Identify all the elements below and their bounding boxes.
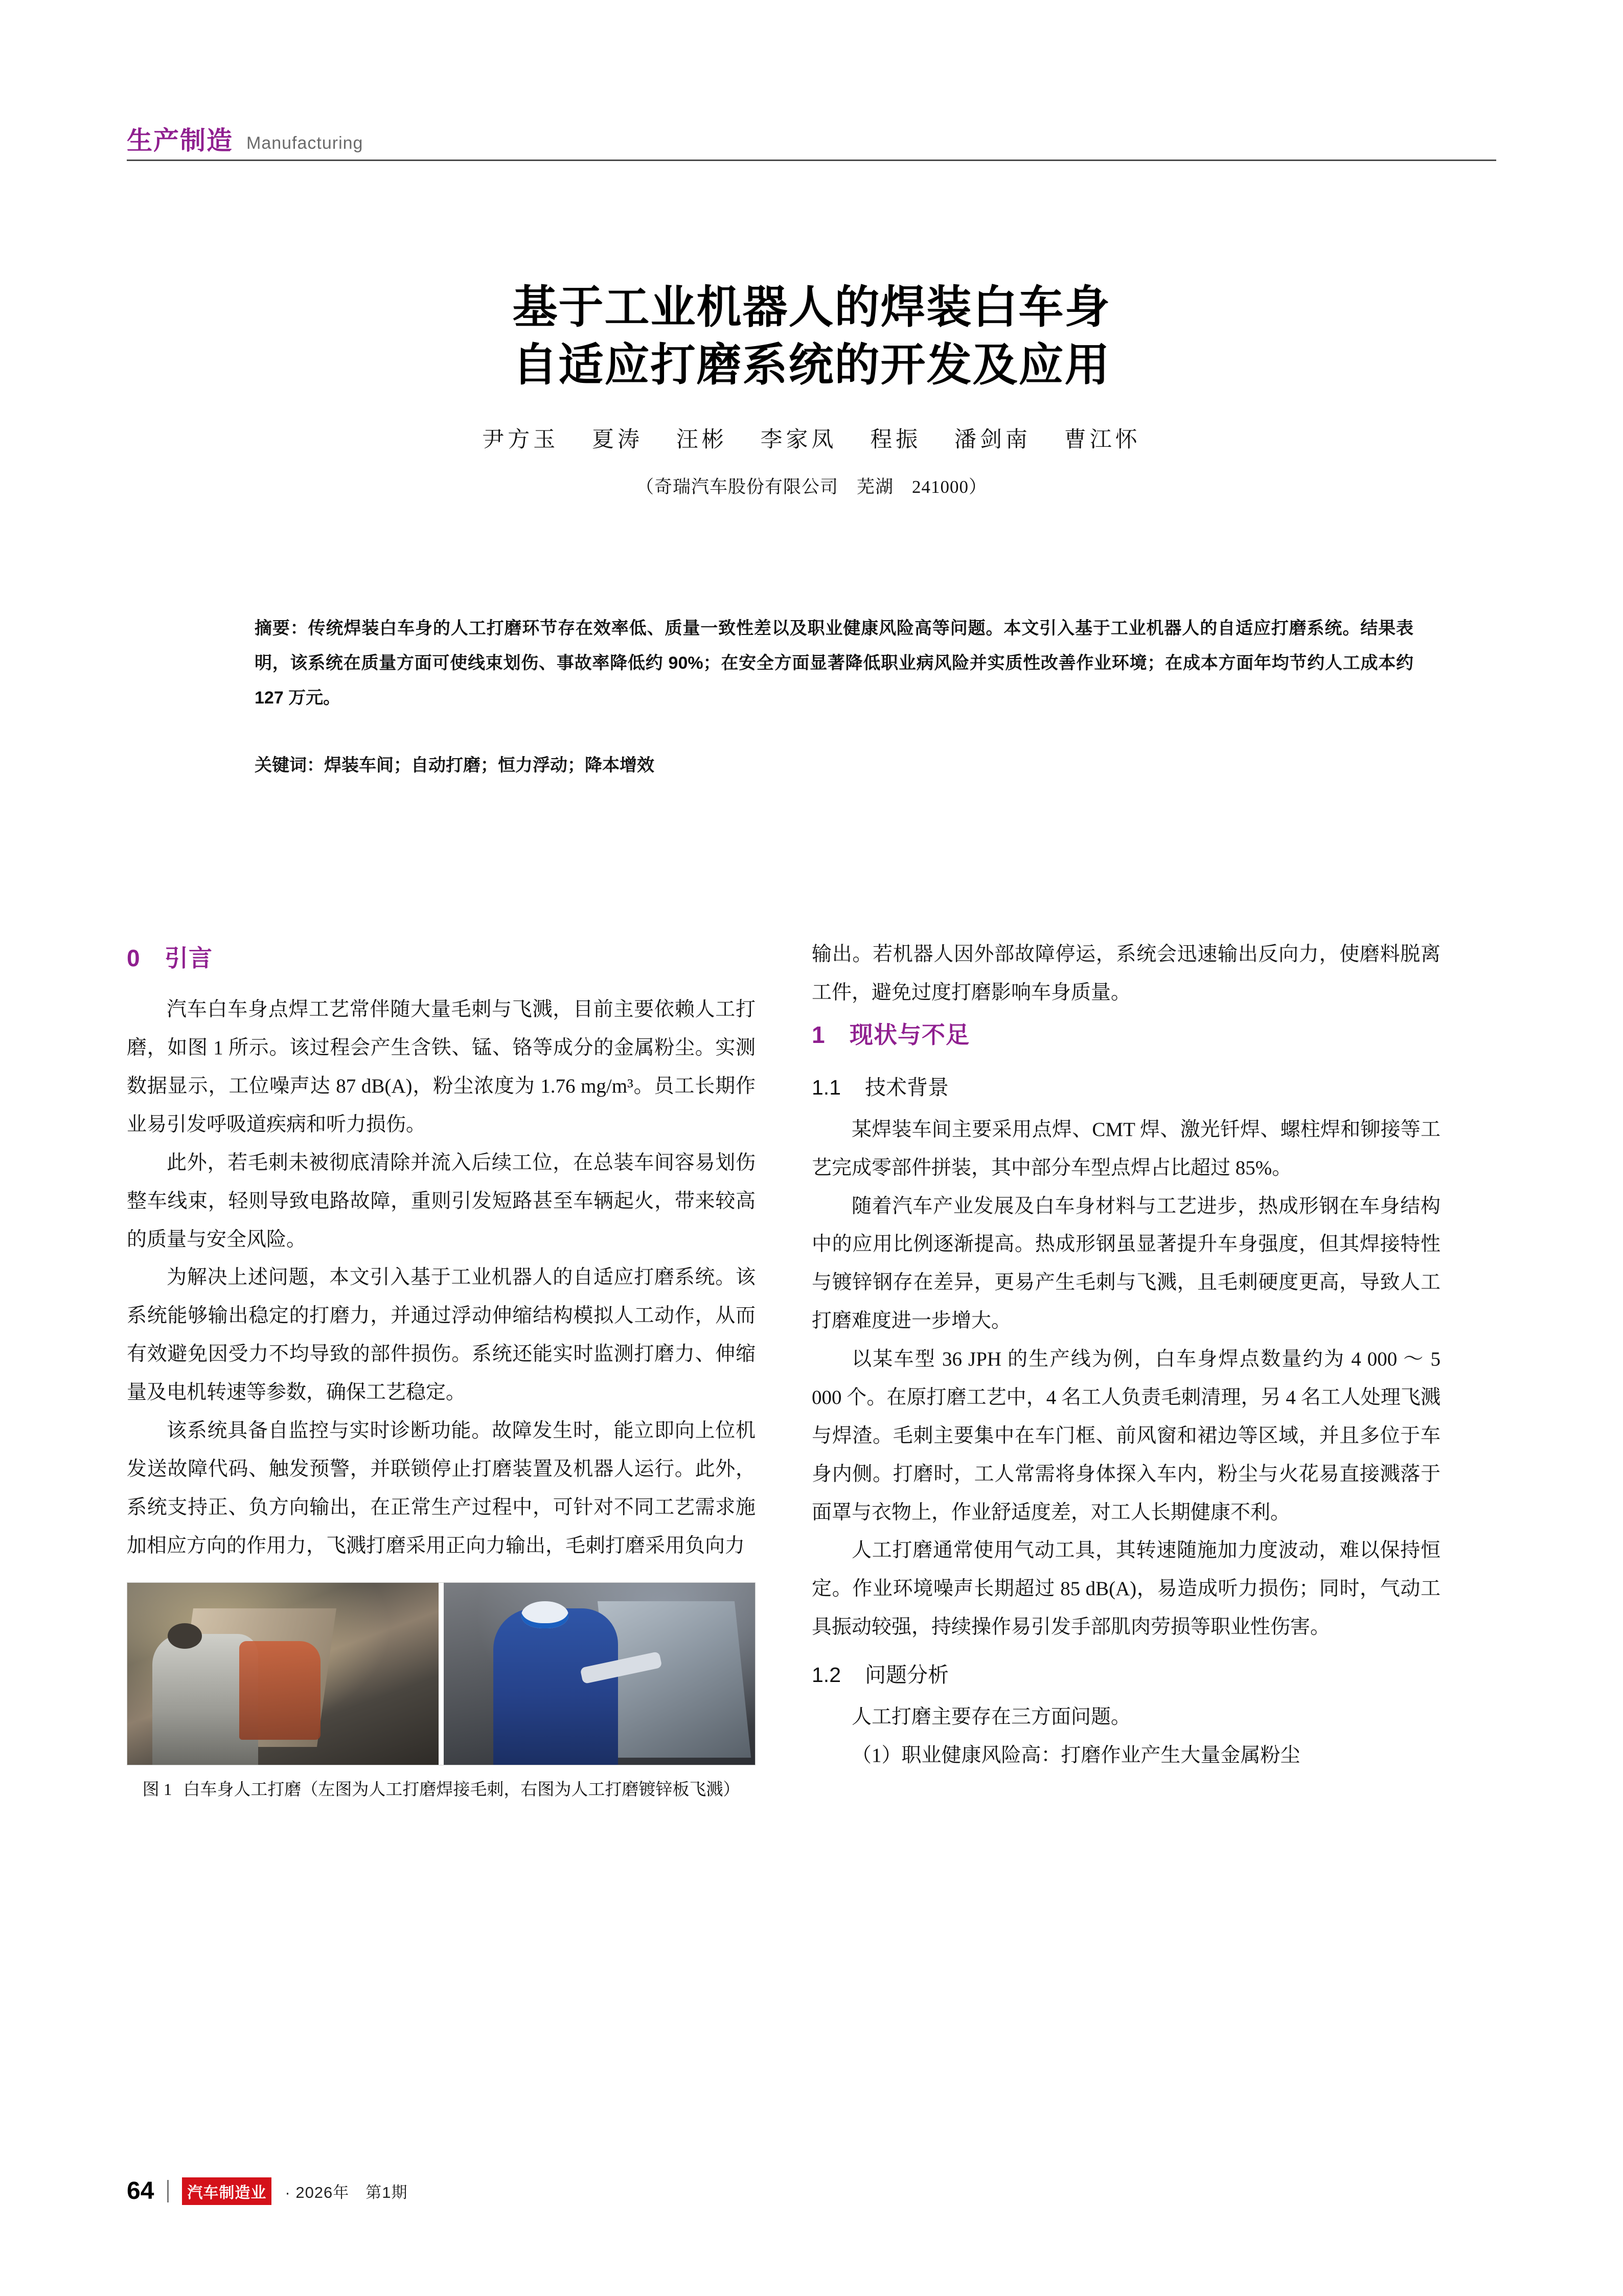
header-divider: [127, 160, 1496, 161]
keywords: [255, 749, 1413, 782]
running-head: [127, 107, 1496, 153]
subsection-title: 问题分析: [865, 1663, 949, 1687]
author-name: 夏涛: [592, 428, 643, 452]
keywords-label: 关键词：: [255, 756, 324, 775]
section-number: 1: [812, 1021, 826, 1048]
author-name: 曹江怀: [1064, 428, 1141, 452]
paragraph: 人工打磨通常使用气动工具，其转速随施加力度波动，难以保持恒定。作业环境噪声长期超过 85 dB(A)，易造成听力损伤；同时，气动工具振动较强，持续操作易引发手部肌肉劳损等职业性伤害。: [812, 1539, 1441, 1639]
figure-1: [127, 1582, 756, 1804]
page-title: [127, 279, 1496, 394]
paragraph: 随着汽车产业发展及白车身材料与工艺进步，热成形钢在车身结构中的应用比例逐渐提高。热成形钢虽显著提升车身强度，但其焊接特性与镀锌钢存在差异，更易产生毛刺与飞溅，且毛刺硬度更高，导致人工打磨难度进一步增大。: [812, 1195, 1441, 1332]
section-title: 现状与不足: [850, 1021, 970, 1048]
subsection-number: 1.2: [812, 1663, 841, 1687]
subsection-heading-1-1: [812, 1067, 1441, 1108]
author-name: 李家凤: [760, 428, 837, 452]
figure-image-left: [127, 1583, 439, 1765]
figure-caption-text: 白车身人工打磨（左图为人工打磨焊接毛刺，右图为人工打磨镀锌板飞溅）: [183, 1781, 740, 1800]
left-column: [127, 936, 756, 2143]
paragraph: 某焊装车间主要采用点焊、CMT 焊、激光钎焊、螺柱焊和铆接等工艺完成零部件拼装，其中部分车型点焊占比超过 85%。: [812, 1118, 1441, 1179]
author-name: 程振: [870, 428, 922, 452]
paragraph: 此外，若毛刺未被彻底清除并流入后续工位，在总装车间容易划伤整车线束，轻则导致电路故障，重则引发短路甚至车辆起火，带来较高的质量与安全风险。: [127, 1151, 756, 1251]
running-head-en: Manufacturing: [246, 133, 363, 153]
title-block: [127, 279, 1496, 498]
keywords-text: 焊装车间；自动打磨；恒力浮动；降本增效: [324, 756, 654, 775]
author-list: [127, 422, 1496, 453]
footer-divider: [167, 2180, 169, 2202]
subsection-title: 技术背景: [865, 1076, 949, 1100]
worker-silhouette: [493, 1608, 618, 1765]
section-title: 引言: [165, 945, 213, 971]
journal-brand: 汽车制造业: [182, 2177, 271, 2205]
figure-label: 图 1: [142, 1781, 172, 1800]
paragraph: 为解决上述问题，本文引入基于工业机器人的自适应打磨系统。该系统能够输出稳定的打磨力，并通过浮动伸缩结构模拟人工动作，从而有效避免因受力不均导致的部件损伤。系统还能实时监测打磨力、伸缩量及电机转速等参数，确保工艺稳定。: [127, 1266, 756, 1404]
section-heading-1: [812, 1012, 1441, 1057]
running-head-cn: 生产制造: [127, 126, 233, 155]
paragraph: （1）职业健康风险高：打磨作业产生大量金属粉尘: [852, 1744, 1300, 1766]
subsection-heading-1-2: [812, 1655, 1441, 1695]
worker-head: [521, 1601, 568, 1628]
paragraph: 输出。若机器人因外部故障停运，系统会迅速输出反向力，使磨料脱离工件，避免过度打磨影响车身质量。: [812, 943, 1441, 1004]
paragraph: 该系统具备自监控与实时诊断功能。故障发生时，能立即向上位机发送故障代码、触发预警，并联锁停止打磨装置及机器人运行。此外，系统支持正、负方向输出，在正常生产过程中，可针对不同工艺需求施加相应方向的作用力，飞溅打磨采用正向力输出，毛刺打磨采用负向力: [127, 1419, 756, 1557]
paragraph: 汽车白车身点焊工艺常伴随大量毛刺与飞溅，目前主要依赖人工打磨，如图 1 所示。该过程会产生含铁、锰、铬等成分的金属粉尘。实测数据显示，工位噪声达 87 dB(A)，粉尘浓度为 1.76 mg/m³。员工长期作业易引发呼吸道疾病和听力损伤。: [127, 998, 756, 1135]
figure-caption: [127, 1777, 756, 1804]
abstract-label: 摘要：: [255, 619, 308, 638]
paragraph: 人工打磨主要存在三方面问题。: [852, 1706, 1131, 1728]
subsection-number: 1.1: [812, 1076, 841, 1100]
abstract-text: 传统焊装白车身的人工打磨环节存在效率低、质量一致性差以及职业健康风险高等问题。本文引入基于工业机器人的自适应打磨系统。结果表明，该系统在质量方面可使线束划伤、事故率降低约 90%；在安全方面显著降低职业病风险并实质性改善作业环境；在成本方面年均节约人工成本约 127 万元。: [255, 619, 1413, 708]
section-heading-0: [127, 936, 756, 981]
paragraph: 以某车型 36 JPH 的生产线为例，白车身焊点数量约为 4 000 ～ 5 000 个。在原打磨工艺中，4 名工人负责毛刺清理，另 4 名工人处理飞溅与焊渣。毛刺主要集中在车门框、前风窗和裙边等区域，并且多位于车身内侧。打磨时，工人常需将身体探入车内，粉尘与火花易直接溅落于面罩与衣物上，作业舒适度差，对工人长期健康不利。: [812, 1348, 1441, 1524]
figure-image: [127, 1582, 756, 1765]
page-number: 64: [127, 2177, 154, 2204]
author-name: 汪彬: [676, 428, 727, 452]
affiliation: （奇瑞汽车股份有限公司 芜湖 241000）: [635, 477, 987, 497]
paper-title-line2: 自适应打磨系统的开发及应用: [512, 339, 1111, 390]
issue-info: · 2026年 第1期: [285, 2184, 408, 2201]
worker-silhouette: [152, 1634, 258, 1765]
paper-title-line1: 基于工业机器人的焊装白车身: [512, 282, 1111, 332]
page-footer: [127, 2177, 408, 2205]
author-name: 尹方玉: [482, 428, 559, 452]
section-number: 0: [127, 945, 141, 971]
body-columns: [127, 936, 1496, 2143]
author-name: 潘剑南: [954, 428, 1031, 452]
abstract: [255, 611, 1413, 715]
figure-image-right: [444, 1583, 755, 1765]
worker-head: [168, 1623, 202, 1649]
right-column: [812, 936, 1441, 2143]
abstract-block: [255, 611, 1413, 782]
